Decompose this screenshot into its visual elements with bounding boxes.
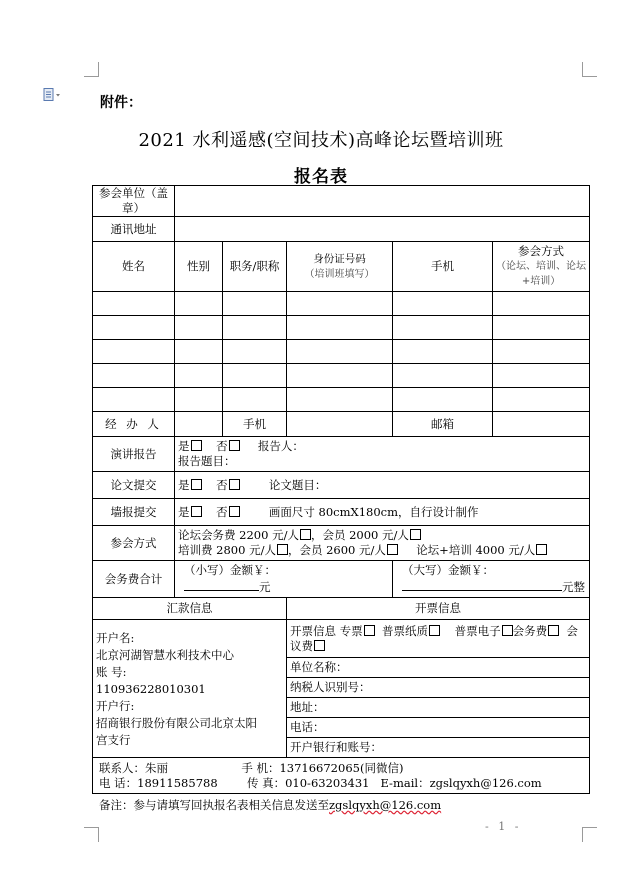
cell[interactable]	[175, 316, 223, 340]
handler-field[interactable]	[175, 412, 223, 437]
poster-no-label: 否	[216, 504, 228, 519]
contact-email[interactable]: zgslqyxh@126.com	[429, 775, 542, 790]
contact-fax-label: 传 真：	[246, 775, 286, 790]
cell[interactable]	[493, 292, 590, 316]
contact-label: 联系人：	[99, 760, 145, 775]
poster-yes-label: 是	[178, 504, 190, 519]
page-subtitle: 报名表	[294, 167, 348, 187]
cell[interactable]	[493, 388, 590, 412]
cell[interactable]	[223, 340, 287, 364]
col-id-number-label: 身份证号码	[313, 252, 366, 265]
cell[interactable]	[223, 292, 287, 316]
poster-cell	[175, 499, 590, 526]
cell[interactable]	[175, 340, 223, 364]
col-name: 姓名	[93, 242, 175, 292]
speech-cell	[175, 437, 590, 472]
handler-mobile-field[interactable]	[287, 412, 393, 437]
speech-no-label: 否	[216, 439, 228, 453]
remit-account-name: 北京河湖智慧水利技术中心	[96, 648, 234, 662]
cell[interactable]	[175, 388, 223, 412]
fee-upper-unit: 元整	[562, 580, 585, 594]
cell[interactable]	[93, 388, 175, 412]
cell[interactable]	[493, 340, 590, 364]
cell[interactable]	[287, 340, 393, 364]
col-id-number	[287, 242, 393, 292]
footer-note-prefix: 备注：参与请填写回执报名表相关信息发送至	[99, 798, 329, 812]
invoice-company-field[interactable]: 单位名称：	[287, 658, 590, 678]
speech-no-checkbox[interactable]	[229, 440, 240, 451]
cell[interactable]	[223, 364, 287, 388]
attend-forum-checkbox[interactable]	[300, 529, 311, 540]
cell[interactable]	[393, 316, 493, 340]
cell[interactable]	[93, 316, 175, 340]
unit-label: 参会单位（盖章）	[93, 186, 175, 217]
remit-cell	[93, 620, 287, 758]
paper-no-checkbox[interactable]	[229, 479, 240, 490]
cell[interactable]	[223, 316, 287, 340]
col-position: 职务/职称	[223, 242, 287, 292]
poster-no-checkbox[interactable]	[229, 506, 240, 517]
poster-label: 墙报提交	[93, 499, 175, 526]
paper-label: 论文提交	[93, 472, 175, 499]
speech-yes-label: 是	[178, 439, 190, 453]
cell[interactable]	[223, 388, 287, 412]
cell[interactable]	[175, 292, 223, 316]
cell[interactable]	[393, 340, 493, 364]
cell[interactable]	[393, 388, 493, 412]
invoice-header: 开票信息	[287, 598, 590, 620]
contact-name: 朱丽	[145, 760, 168, 775]
cell[interactable]	[287, 388, 393, 412]
cell[interactable]	[393, 292, 493, 316]
col-id-number-note: （培训班填写）	[304, 268, 375, 280]
col-mobile: 手机	[393, 242, 493, 292]
remit-header: 汇款信息	[93, 598, 287, 620]
col-gender: 性别	[175, 242, 223, 292]
cell[interactable]	[93, 292, 175, 316]
page-number: - 1 -	[485, 820, 522, 833]
invoice-type-cell	[287, 620, 590, 658]
attend-forum-member: ，会员 2000 元/人	[310, 528, 409, 542]
contact-mobile: 13716672065(同微信)	[279, 760, 404, 775]
attend-both-checkbox[interactable]	[536, 544, 547, 555]
invoice-tax-id-field[interactable]: 纳税人识别号：	[287, 678, 590, 698]
attend-training: 培训费 2800 元/人	[178, 543, 276, 557]
paper-topic-label: 论文题目：	[268, 477, 327, 492]
cell[interactable]	[287, 364, 393, 388]
cell[interactable]	[175, 364, 223, 388]
invoice-phone-field[interactable]: 电话：	[287, 718, 590, 738]
paper-yes-label: 是	[178, 477, 190, 492]
attend-both: 论坛+培训 4000 元/人	[416, 543, 536, 557]
invoice-special-checkbox[interactable]	[364, 625, 375, 636]
contact-mobile-label: 手 机：	[241, 760, 280, 775]
invoice-electronic-checkbox[interactable]	[502, 625, 513, 636]
cell[interactable]	[287, 292, 393, 316]
cell[interactable]	[493, 316, 590, 340]
invoice-address-field[interactable]: 地址：	[287, 698, 590, 718]
col-mode-label: 参会方式	[518, 244, 565, 258]
invoice-paper-checkbox[interactable]	[429, 625, 440, 636]
registration-form	[92, 185, 590, 794]
footer-note	[99, 797, 441, 813]
fee-lower-cell	[175, 561, 393, 598]
speech-label: 演讲报告	[93, 437, 175, 472]
cell[interactable]	[393, 364, 493, 388]
contact-phone-label: 电 话：	[99, 775, 138, 790]
cell[interactable]	[287, 316, 393, 340]
attend-training-member-checkbox[interactable]	[387, 544, 398, 555]
handler-label: 经 办 人	[93, 412, 175, 437]
cell[interactable]	[93, 340, 175, 364]
table-row	[93, 316, 590, 340]
email-field[interactable]	[493, 412, 590, 437]
col-mode-note: （论坛、培训、论坛+培训）	[496, 261, 587, 287]
contact-email-label: E-mail：	[380, 775, 430, 790]
remit-bank-line1: 招商银行股份有限公司北京太阳	[96, 716, 257, 730]
invoice-bank-account-field[interactable]: 开户银行和账号：	[287, 738, 590, 758]
speech-yes-checkbox[interactable]	[191, 440, 202, 451]
fee-upper-input[interactable]	[402, 578, 562, 591]
speech-topic-label: 报告题目：	[178, 454, 236, 468]
invoice-info-label: 开票信息	[290, 623, 336, 638]
paper-no-label: 否	[216, 477, 228, 492]
invoice-conference-fee-checkbox[interactable]	[314, 640, 325, 651]
fee-lower-input[interactable]	[184, 578, 259, 591]
cell[interactable]	[93, 364, 175, 388]
table-row	[93, 340, 590, 364]
invoice-electronic-label: 普票电子	[454, 623, 501, 638]
invoice-meeting-fee-checkbox[interactable]	[548, 625, 559, 636]
address-label: 通讯地址	[93, 217, 175, 242]
unit-field[interactable]	[175, 186, 590, 217]
poster-yes-checkbox[interactable]	[191, 506, 202, 517]
attend-forum-member-checkbox[interactable]	[410, 529, 421, 540]
attend-training-member: ，会员 2600 元/人	[287, 543, 386, 557]
remit-bank-label: 开户行:	[96, 699, 135, 713]
margin-corner-top-right	[582, 62, 597, 77]
attend-training-checkbox[interactable]	[277, 544, 288, 555]
document-icon[interactable]	[43, 88, 61, 102]
margin-corner-bottom-right	[582, 827, 597, 842]
speech-reporter-label: 报告人：	[257, 439, 304, 453]
table-row	[93, 364, 590, 388]
paper-cell	[175, 472, 590, 499]
footer-note-email[interactable]: zgslqyxh@126.com	[329, 798, 442, 812]
attend-forum: 论坛会务费 2200 元/人	[178, 528, 299, 542]
attachment-label: 附件：	[100, 95, 142, 111]
remit-bank-line2: 宫支行	[96, 733, 131, 747]
fee-label: 会务费合计	[93, 561, 175, 598]
contact-fax: 010-63203431	[285, 775, 370, 790]
invoice-special-label: 专票	[339, 623, 363, 638]
page-title: 2021 水利遥感(空间技术)高峰论坛暨培训班	[138, 130, 504, 151]
invoice-paper-label: 普票纸质	[381, 623, 428, 638]
fee-lower-label: （小写）金额￥：	[184, 563, 276, 577]
remit-account-name-label: 开户名:	[96, 631, 135, 645]
paper-yes-checkbox[interactable]	[191, 479, 202, 490]
margin-corner-top-left	[84, 62, 99, 77]
contact-phone: 18911585788	[137, 775, 218, 790]
poster-size-note: 画面尺寸 80cmX180cm，自行设计制作	[268, 504, 479, 519]
invoice-conference-fee-label: 会议费	[290, 623, 578, 653]
fee-upper-cell	[393, 561, 590, 598]
table-row	[93, 388, 590, 412]
handler-mobile-label: 手机	[223, 412, 287, 437]
remit-account-no: 110936228010301	[96, 682, 206, 696]
attend-label: 参会方式	[93, 526, 175, 561]
col-mode	[493, 242, 590, 292]
invoice-meeting-fee-label: 会务费	[512, 623, 548, 638]
attend-cell	[175, 526, 590, 561]
address-field[interactable]	[175, 217, 590, 242]
contact-cell	[93, 758, 590, 794]
table-row	[93, 292, 590, 316]
fee-lower-unit: 元	[259, 580, 271, 594]
remit-account-no-label: 账 号:	[96, 665, 127, 679]
email-label: 邮箱	[393, 412, 493, 437]
cell[interactable]	[493, 364, 590, 388]
margin-corner-bottom-left	[84, 827, 99, 842]
fee-upper-label: （大写）金额￥：	[402, 563, 494, 577]
